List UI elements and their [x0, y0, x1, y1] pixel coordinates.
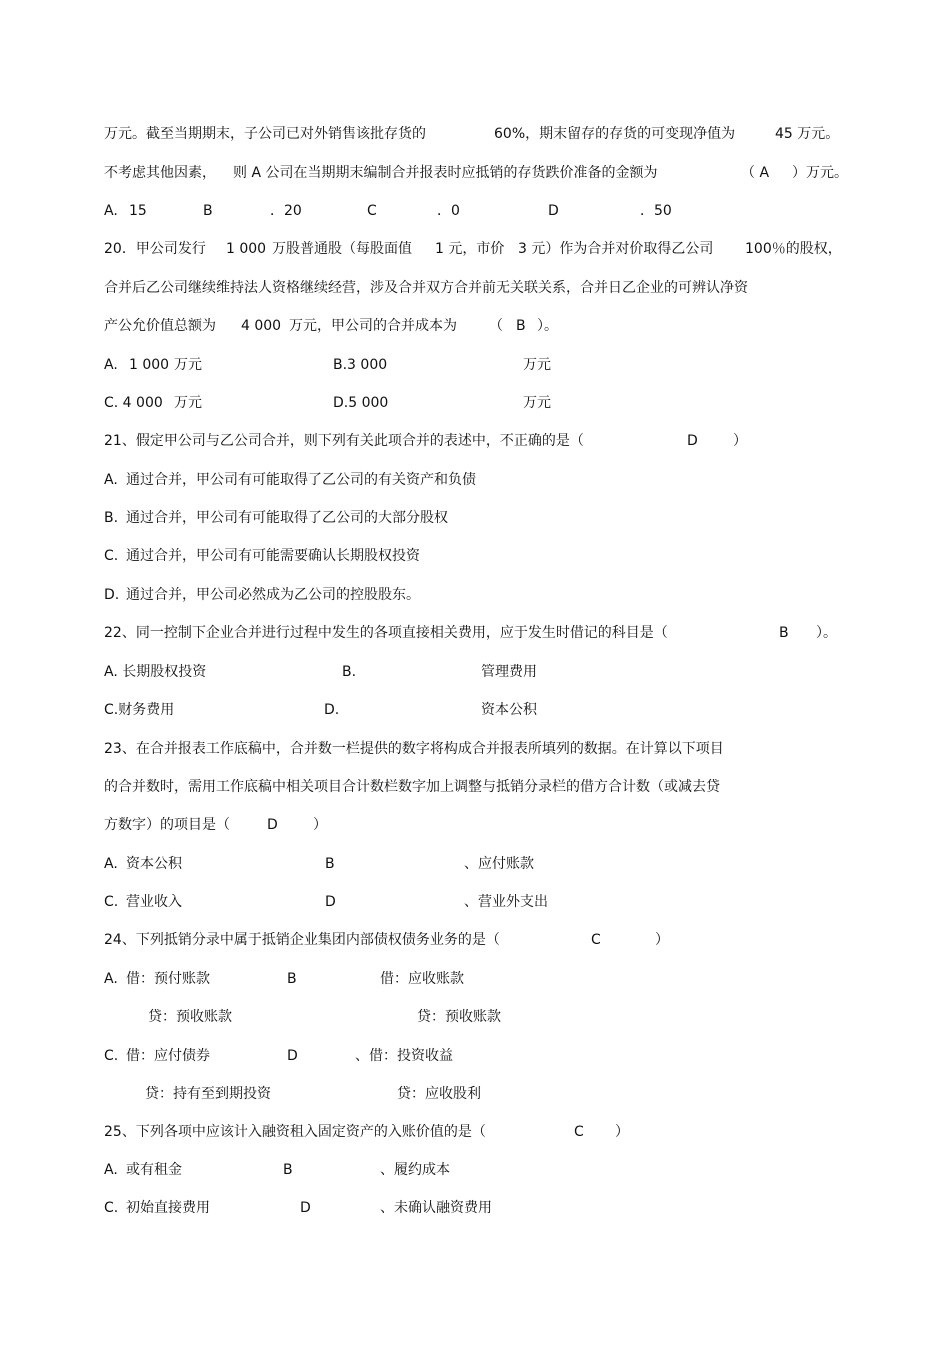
text-segment: 、营业外支出	[464, 894, 548, 910]
text-segment: （	[489, 318, 503, 334]
text-segment: 万元	[523, 357, 551, 373]
text-segment: 、未确认融资费用	[380, 1200, 492, 1216]
text-segment: B.	[104, 510, 119, 526]
text-segment: D	[548, 203, 559, 219]
text-segment: 万元。截至当期期末，子公司已对外销售该批存货的	[104, 126, 426, 142]
text-segment: 借：应付债券	[126, 1048, 210, 1064]
text-segment: ．50	[640, 203, 672, 219]
text-segment: ）万元。	[792, 165, 848, 181]
text-segment: 万元	[523, 395, 551, 411]
text-segment: A.	[104, 1162, 118, 1178]
text-segment: D.	[324, 702, 340, 718]
text-segment: 贷：预收账款	[417, 1009, 501, 1025]
text-segment: A.	[104, 472, 118, 488]
text-segment: 不考虑其他因素，	[104, 165, 216, 181]
text-segment: D	[300, 1200, 311, 1216]
text-segment: B.3 000	[333, 357, 388, 373]
text-segment: 23、在合并报表工作底稿中，合并数一栏提供的数字将构成合并报表所填列的数据。在计算以下项目	[104, 741, 724, 757]
text-segment: 、借：投资收益	[355, 1048, 453, 1064]
text-segment: 营业收入	[126, 894, 182, 910]
text-segment: D	[687, 433, 698, 449]
text-segment: 22、同一控制下企业合并进行过程中发生的各项直接相关费用，应于发生时借记的科目是（	[104, 625, 668, 641]
text-segment: 贷：预收账款	[148, 1009, 232, 1025]
text-segment: 1 000	[226, 241, 267, 257]
text-segment: B	[283, 1162, 293, 1178]
text-segment: A. 长期股权投资	[104, 664, 207, 680]
text-segment: 20．甲公司发行	[104, 241, 206, 257]
text-segment: 25、下列各项中应该计入融资租入固定资产的入账价值的是（	[104, 1124, 486, 1140]
text-segment: B	[516, 318, 526, 334]
text-segment: D.5 000	[333, 395, 389, 411]
text-segment: 产公允价值总额为	[104, 318, 216, 334]
text-segment: C.	[104, 1048, 119, 1064]
text-segment: D	[267, 817, 278, 833]
text-segment: A.	[104, 357, 118, 373]
text-segment: ．0	[437, 203, 460, 219]
text-segment: B	[325, 856, 335, 872]
text-segment: 万元，甲公司的合并成本为	[289, 318, 457, 334]
text-segment: C. 4 000	[104, 395, 163, 411]
text-segment: ）。	[816, 625, 837, 641]
text-segment: ）。	[537, 318, 558, 334]
text-segment: 24、下列抵销分录中属于抵销企业集团内部债权债务业务的是（	[104, 932, 500, 948]
text-segment: （ A	[741, 165, 770, 181]
text-segment: D	[287, 1048, 298, 1064]
text-segment: 45 万元。	[775, 126, 840, 142]
text-segment: 方数字）的项目是（	[104, 817, 230, 833]
text-segment: C	[367, 203, 377, 219]
text-segment: 、履约成本	[380, 1162, 450, 1178]
text-segment: C.	[104, 1200, 119, 1216]
text-segment: B.	[342, 664, 357, 680]
text-segment: C	[574, 1124, 584, 1140]
text-segment: 3 元）作为合并对价取得乙公司	[518, 241, 714, 257]
text-segment: 通过合并，甲公司有可能取得了乙公司的大部分股权	[126, 510, 448, 526]
text-segment: 60%，期末留存的存货的可变现净值为	[494, 126, 736, 142]
text-segment: 21、假定甲公司与乙公司合并，则下列有关此项合并的表述中，不正确的是（	[104, 433, 584, 449]
text-segment: 100％的股权，	[745, 241, 842, 257]
text-segment: 1 000	[129, 357, 170, 373]
text-segment: 资本公积	[126, 856, 182, 872]
text-segment: 借：预付账款	[126, 971, 210, 987]
text-segment: 1 元，市价	[435, 241, 505, 257]
text-segment: 或有租金	[126, 1162, 182, 1178]
text-segment: 通过合并，甲公司有可能需要确认长期股权投资	[126, 548, 420, 564]
text-segment: ）	[733, 433, 747, 449]
text-segment: 管理费用	[481, 664, 537, 680]
text-segment: 万元	[174, 395, 202, 411]
text-segment: C	[591, 932, 601, 948]
text-segment: 合并后乙公司继续维持法人资格继续经营，涉及合并双方合并前无关联关系，合并日乙企业的可辨认净资	[104, 280, 748, 296]
text-segment: 则 A 公司在当期期末编制合并报表时应抵销的存货跌价准备的金额为	[233, 165, 658, 181]
text-segment: ）	[615, 1124, 629, 1140]
text-segment: 贷：持有至到期投资	[145, 1086, 271, 1102]
text-segment: C.财务费用	[104, 702, 175, 718]
text-segment: A.	[104, 856, 118, 872]
text-segment: ）	[655, 932, 669, 948]
text-segment: B	[779, 625, 789, 641]
text-segment: 的合并数时，需用工作底稿中相关项目合计数栏数字加上调整与抵销分录栏的借方合计数（或减去贷	[104, 779, 720, 795]
text-segment: 4 000	[241, 318, 282, 334]
text-segment: 、应付账款	[464, 856, 534, 872]
text-segment: D.	[104, 587, 120, 603]
text-segment: 初始直接费用	[126, 1200, 210, 1216]
text-segment: ）	[313, 817, 327, 833]
text-segment: A.	[104, 203, 118, 219]
text-segment: B	[203, 203, 213, 219]
text-segment: 借：应收账款	[380, 971, 464, 987]
text-segment: C.	[104, 548, 119, 564]
text-segment: 通过合并，甲公司有可能取得了乙公司的有关资产和负债	[126, 472, 476, 488]
text-segment: C.	[104, 894, 119, 910]
text-segment: 资本公积	[481, 702, 537, 718]
text-segment: B	[287, 971, 297, 987]
text-segment: 贷：应收股利	[397, 1086, 481, 1102]
text-segment: 万元	[174, 357, 202, 373]
text-segment: 15	[129, 203, 147, 219]
text-segment: ．20	[270, 203, 302, 219]
text-segment: 万股普通股（每股面值	[272, 241, 412, 257]
text-segment: 通过合并，甲公司必然成为乙公司的控股股东。	[126, 587, 420, 603]
text-segment: A.	[104, 971, 118, 987]
text-segment: D	[325, 894, 336, 910]
